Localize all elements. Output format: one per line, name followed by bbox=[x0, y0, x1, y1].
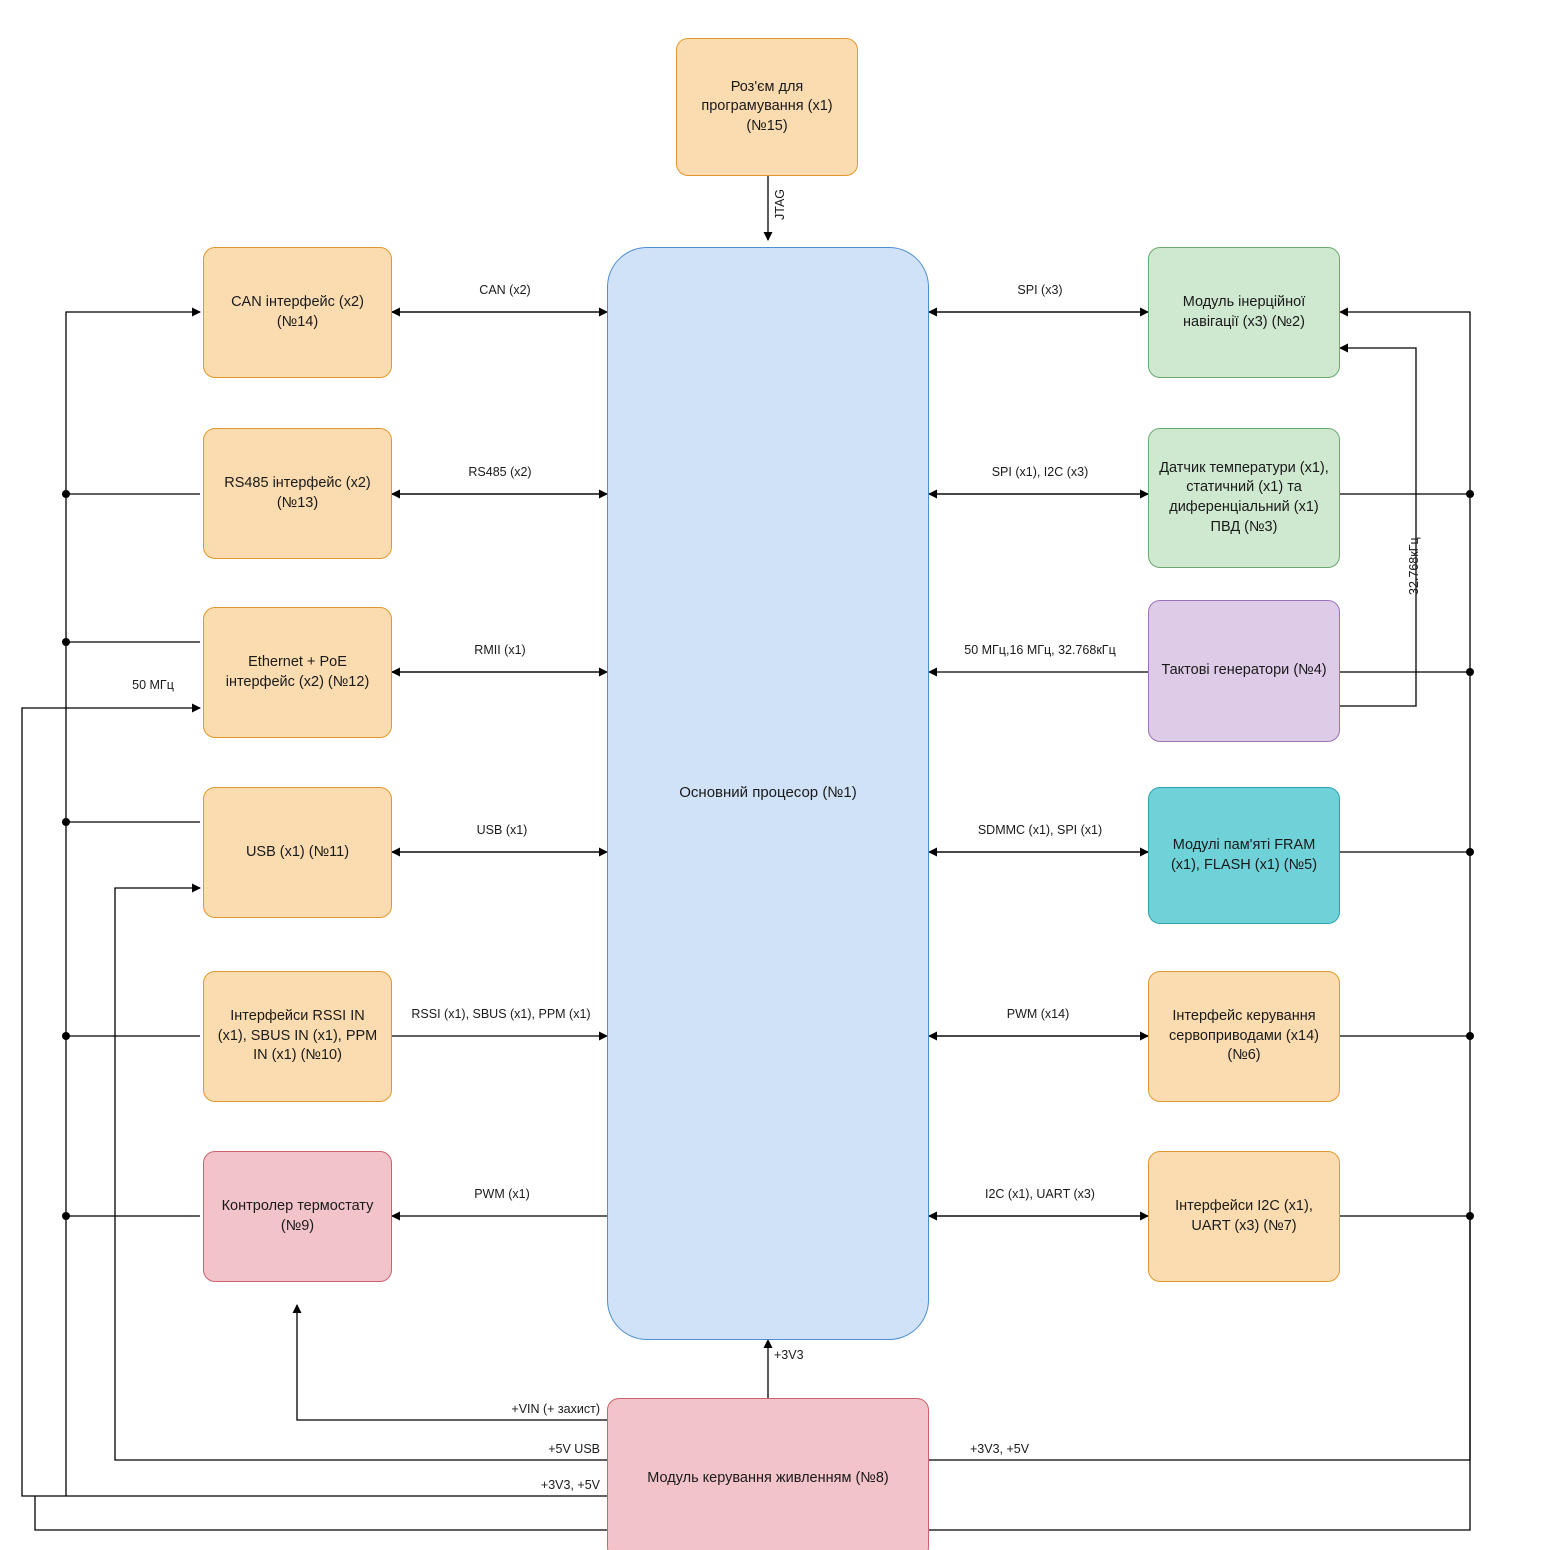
edge-label-rmii: RMII (x1) bbox=[474, 643, 526, 657]
edge-label-rssi: RSSI (x1), SBUS (x1), PPM (x1) bbox=[411, 1007, 591, 1021]
node-rssi-sbus-ppm[interactable]: Інтерфейси RSSI IN (x1), SBUS IN (x1), PPM IN (x1) (№10) bbox=[203, 971, 392, 1102]
node-memory-modules[interactable]: Модулі пам'яті FRAM (x1), FLASH (x1) (№5) bbox=[1148, 787, 1340, 924]
edge-label-rs485: RS485 (x2) bbox=[468, 465, 532, 479]
node-usb[interactable]: USB (x1) (№11) bbox=[203, 787, 392, 918]
edge-label-3v3-5v-right: +3V3, +5V bbox=[970, 1442, 1030, 1456]
edge-label-spi-i2c: SPI (x1), I2C (x3) bbox=[991, 465, 1089, 479]
node-servo-interface[interactable]: Інтерфейс керування сервоприводами (x14) (№6) bbox=[1148, 971, 1340, 1102]
node-ethernet-poe[interactable]: Ethernet + PoE інтерфейс (x2) (№12) bbox=[203, 607, 392, 738]
edge-label-clocks: 50 МГц,16 МГц, 32.768кГц bbox=[964, 643, 1116, 657]
edge-label-i2c-uart: I2C (x1), UART (x3) bbox=[985, 1187, 1095, 1201]
edge-label-spi3: SPI (x3) bbox=[1017, 283, 1063, 297]
node-power-management[interactable]: Модуль керування живленням (№8) bbox=[607, 1398, 929, 1550]
edge-label-50mhz: 50 МГц bbox=[132, 678, 174, 692]
edge-label-5v-usb: +5V USB bbox=[548, 1442, 600, 1456]
node-i2c-uart-interfaces[interactable]: Інтерфейси I2C (x1), UART (x3) (№7) bbox=[1148, 1151, 1340, 1282]
node-rs485-interface[interactable]: RS485 інтерфейс (x2) (№13) bbox=[203, 428, 392, 559]
node-can-interface[interactable]: CAN інтерфейс (x2) (№14) bbox=[203, 247, 392, 378]
edge-label-3v3-5v-left: +3V3, +5V bbox=[540, 1478, 600, 1492]
edge-label-jtag: JTAG bbox=[773, 188, 787, 220]
node-main-processor[interactable]: Основний процесор (№1) bbox=[607, 247, 929, 1340]
edge-label-vin: +VIN (+ захист) bbox=[511, 1402, 600, 1416]
edge-label-can: CAN (x2) bbox=[479, 283, 531, 297]
edge-label-sdmmc: SDMMC (x1), SPI (x1) bbox=[977, 823, 1103, 837]
edge-label-usb: USB (x1) bbox=[476, 823, 528, 837]
edge-label-pwm1: PWM (x1) bbox=[474, 1187, 530, 1201]
edge-label-3v3: +3V3 bbox=[774, 1348, 804, 1362]
node-clock-generators[interactable]: Тактові генератори (№4) bbox=[1148, 600, 1340, 742]
edge-label-32768khz: 32.768кГц bbox=[1407, 537, 1421, 595]
node-thermostat-controller[interactable]: Контролер термостату (№9) bbox=[203, 1151, 392, 1282]
node-temperature-pressure-sensors[interactable]: Датчик температури (x1), статичний (x1) та диференціальний (x1) ПВД (№3) bbox=[1148, 428, 1340, 568]
node-programmer[interactable]: Роз'єм для програмування (x1) (№15) bbox=[676, 38, 858, 176]
edge-label-pwm14: PWM (x14) bbox=[1006, 1007, 1070, 1021]
node-inertial-navigation[interactable]: Модуль інерційної навігації (x3) (№2) bbox=[1148, 247, 1340, 378]
